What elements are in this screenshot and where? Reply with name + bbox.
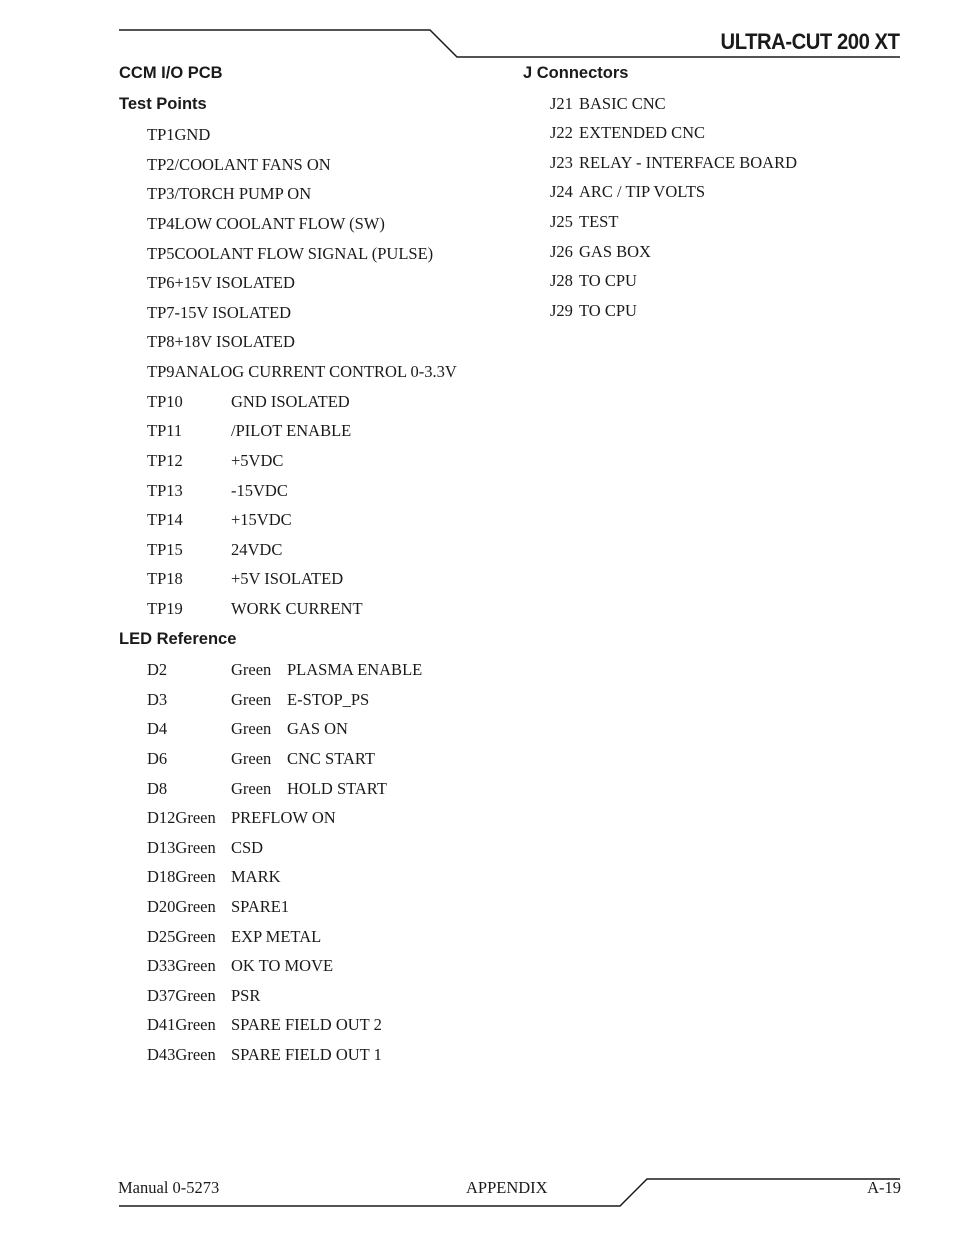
connector-row: J29 TO CPU — [550, 301, 637, 320]
connector-row: J25 TEST — [550, 212, 619, 231]
footer-page-number: A-19 — [867, 1178, 901, 1197]
footer-manual-number: Manual 0-5273 — [118, 1178, 220, 1197]
section-title-led-reference: LED Reference — [119, 630, 237, 648]
connector-row: J28 TO CPU — [550, 271, 637, 290]
connector-row: J24 ARC / TIP VOLTS — [550, 182, 706, 201]
connector-row: J22 EXTENDED CNC — [550, 123, 706, 142]
section-title-j-connectors: J Connectors — [523, 64, 629, 82]
connector-row: J26 GAS BOX — [550, 242, 651, 261]
document-title: ULTRA-CUT 200 XT — [720, 29, 899, 54]
connector-row: J23 RELAY - INTERFACE BOARD — [550, 153, 798, 172]
section-title-test-points: Test Points — [119, 95, 207, 113]
connector-row: J21 BASIC CNC — [550, 94, 666, 113]
footer-section-name: APPENDIX — [466, 1178, 548, 1197]
section-title-ccm: CCM I/O PCB — [119, 64, 223, 82]
